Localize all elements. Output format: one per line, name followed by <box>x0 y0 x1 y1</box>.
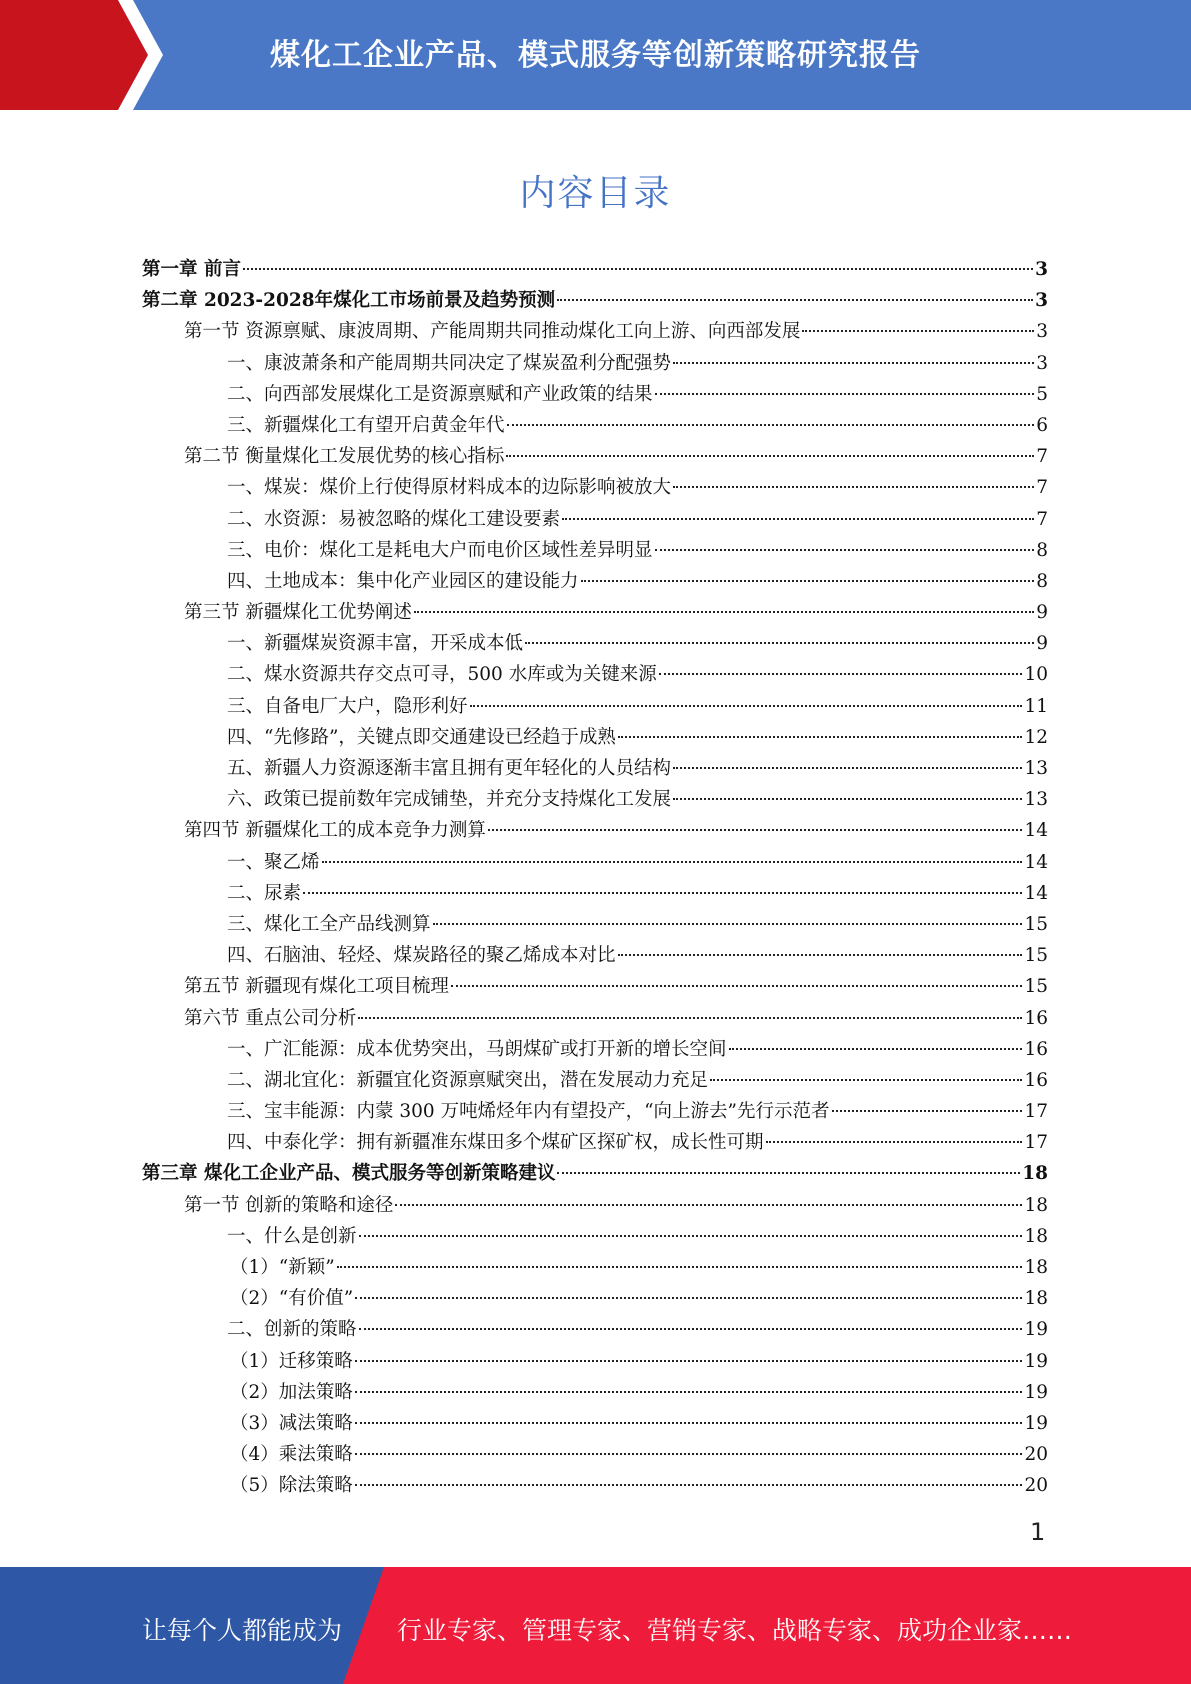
toc-entry-page: 18 <box>1024 1225 1048 1247</box>
toc-entry-title: 四、中泰化学：拥有新疆准东煤田多个煤矿区探矿权，成长性可期 <box>227 1132 764 1154</box>
table-of-contents <box>142 254 1048 1502</box>
toc-dot-leader <box>451 985 1023 987</box>
toc-entry[interactable] <box>142 722 1048 753</box>
toc-entry[interactable] <box>142 254 1048 285</box>
toc-entry-page: 14 <box>1024 851 1048 873</box>
toc-dot-leader <box>618 736 1023 738</box>
toc-dot-leader <box>618 954 1023 956</box>
toc-entry-page: 9 <box>1036 633 1048 655</box>
toc-dot-leader <box>729 1048 1023 1050</box>
toc-dot-leader <box>557 299 1033 301</box>
toc-dot-leader <box>802 330 1034 332</box>
toc-entry[interactable] <box>142 753 1048 784</box>
toc-entry-page: 13 <box>1024 789 1048 811</box>
toc-entry-title: 五、新疆人力资源逐渐丰富且拥有更年轻化的人员结构 <box>227 758 672 779</box>
toc-entry-page: 9 <box>1036 602 1048 624</box>
toc-entry-page: 13 <box>1024 758 1048 779</box>
toc-entry-title: （1）迁移策略 <box>230 1350 353 1372</box>
toc-entry[interactable] <box>142 971 1048 1002</box>
toc-dot-leader <box>673 486 1034 488</box>
toc-dot-leader <box>506 455 1034 457</box>
toc-entry-page: 15 <box>1024 913 1048 935</box>
toc-entry[interactable] <box>142 472 1048 503</box>
toc-entry-page: 3 <box>1036 352 1048 374</box>
toc-dot-leader <box>337 1266 1023 1268</box>
page-footer <box>0 1567 1191 1684</box>
toc-entry-title: 第一节 资源禀赋、康波周期、产能周期共同推动煤化工向上游、向西部发展 <box>184 321 801 343</box>
toc-entry-page: 19 <box>1024 1350 1048 1372</box>
toc-entry[interactable] <box>142 348 1048 379</box>
toc-dot-leader <box>303 892 1022 894</box>
toc-entry-page: 17 <box>1024 1132 1048 1154</box>
toc-entry-page: 7 <box>1036 477 1048 499</box>
toc-entry[interactable] <box>142 784 1048 815</box>
toc-entry-page: 12 <box>1024 726 1048 748</box>
toc-entry-page: 7 <box>1036 508 1048 530</box>
toc-entry-page: 19 <box>1024 1319 1048 1341</box>
toc-entry-title: 第四节 新疆煤化工的成本竞争力测算 <box>184 820 486 842</box>
toc-entry-page: 3 <box>1035 290 1048 312</box>
toc-entry-title: （2）“有价值” <box>230 1288 354 1310</box>
toc-entry[interactable] <box>142 410 1048 441</box>
footer-slogan-right: 行业专家、管理专家、营销专家、战略专家、成功企业家…… <box>397 1616 1073 1645</box>
toc-dot-leader <box>322 861 1023 863</box>
toc-entry[interactable] <box>142 628 1048 659</box>
toc-dot-leader <box>359 1235 1023 1237</box>
toc-dot-leader <box>470 705 1023 707</box>
toc-dot-leader <box>557 1172 1020 1174</box>
toc-entry[interactable] <box>142 1096 1048 1127</box>
toc-dot-leader <box>355 1391 1023 1393</box>
toc-entry-page: 5 <box>1036 383 1048 405</box>
toc-entry-title: （4）乘法策略 <box>230 1444 353 1466</box>
toc-entry[interactable] <box>142 940 1048 971</box>
toc-entry[interactable] <box>142 878 1048 909</box>
toc-entry-page: 15 <box>1024 976 1048 998</box>
toc-entry[interactable] <box>142 659 1048 690</box>
toc-entry-page: 16 <box>1024 1038 1048 1060</box>
toc-entry[interactable] <box>142 1283 1048 1314</box>
toc-entry-title: 一、康波萧条和产能周期共同决定了煤炭盈利分配强势 <box>227 352 672 374</box>
toc-entry[interactable] <box>142 1439 1048 1470</box>
toc-entry[interactable] <box>142 379 1048 410</box>
toc-dot-leader <box>673 362 1034 364</box>
toc-entry[interactable] <box>142 1470 1048 1501</box>
footer-slogan-left: 让每个人都能成为 <box>142 1616 343 1645</box>
toc-dot-leader <box>659 673 1023 675</box>
toc-entry-title: （3）减法策略 <box>230 1412 353 1434</box>
page-number: 1 <box>1030 1518 1046 1546</box>
toc-dot-leader <box>433 923 1023 925</box>
toc-entry[interactable] <box>142 1314 1048 1345</box>
toc-entry-title: （1）“新颖” <box>230 1257 335 1278</box>
toc-entry-title: 一、广汇能源：成本优势突出，马朗煤矿或打开新的增长空间 <box>227 1038 727 1060</box>
toc-entry-title: 六、政策已提前数年完成铺垫，并充分支持煤化工发展 <box>227 789 672 811</box>
toc-entry-title: 二、湖北宜化：新疆宜化资源禀赋突出，潜在发展动力充足 <box>227 1069 709 1091</box>
toc-entry-title: 二、向西部发展煤化工是资源禀赋和产业政策的结果 <box>227 383 653 405</box>
toc-entry-page: 14 <box>1024 882 1048 904</box>
toc-entry[interactable] <box>142 1377 1048 1408</box>
toc-entry-title: （2）加法策略 <box>230 1381 353 1403</box>
toc-entry-title: 三、新疆煤化工有望开启黄金年代 <box>227 414 505 436</box>
toc-entry-page: 18 <box>1024 1194 1048 1216</box>
toc-entry-title: 四、石脑油、轻烃、煤炭路径的聚乙烯成本对比 <box>227 945 616 967</box>
toc-dot-leader <box>766 1141 1023 1143</box>
toc-dot-leader <box>710 1079 1022 1081</box>
toc-entry-title: 四、土地成本：集中化产业园区的建设能力 <box>227 570 579 592</box>
toc-entry-title: 第五节 新疆现有煤化工项目梳理 <box>184 976 449 998</box>
toc-entry[interactable] <box>142 847 1048 878</box>
toc-dot-leader <box>414 611 1034 613</box>
toc-entry-page: 6 <box>1036 414 1048 436</box>
toc-dot-leader <box>525 642 1034 644</box>
toc-entry[interactable] <box>142 1034 1048 1065</box>
toc-entry-title: 二、水资源：易被忽略的煤化工建设要素 <box>227 508 561 530</box>
toc-entry-title: 三、自备电厂大户，隐形利好 <box>227 695 468 717</box>
toc-entry[interactable] <box>142 1346 1048 1377</box>
toc-dot-leader <box>832 1110 1023 1112</box>
toc-entry-page: 18 <box>1022 1163 1048 1185</box>
toc-dot-leader <box>581 580 1035 582</box>
toc-entry-title: 第一节 创新的策略和途径 <box>184 1194 394 1216</box>
toc-entry-title: 二、创新的策略 <box>227 1319 357 1341</box>
toc-entry[interactable] <box>142 597 1048 628</box>
toc-entry[interactable] <box>142 441 1048 472</box>
toc-entry-page: 8 <box>1036 539 1048 561</box>
toc-entry-page: 3 <box>1036 321 1048 343</box>
toc-dot-leader <box>243 268 1033 270</box>
toc-entry-page: 20 <box>1024 1444 1048 1466</box>
toc-dot-leader <box>355 1453 1023 1455</box>
toc-entry[interactable] <box>142 691 1048 722</box>
toc-entry[interactable] <box>142 909 1048 940</box>
toc-entry-title: 四、“先修路”，关键点即交通建设已经趋于成熟 <box>227 726 616 748</box>
toc-entry[interactable] <box>142 1408 1048 1439</box>
toc-entry-page: 7 <box>1036 446 1048 468</box>
toc-entry-title: 三、宝丰能源：内蒙 300 万吨烯烃年内有望投产，“向上游去”先行示范者 <box>227 1101 830 1123</box>
toc-entry-page: 14 <box>1024 820 1048 842</box>
toc-entry[interactable] <box>142 504 1048 535</box>
toc-dot-leader <box>355 1422 1023 1424</box>
toc-dot-leader <box>355 1484 1023 1486</box>
toc-entry-title: 一、什么是创新 <box>227 1225 357 1247</box>
toc-entry[interactable] <box>142 1190 1048 1221</box>
toc-dot-leader <box>655 393 1035 395</box>
page-header <box>0 0 1191 110</box>
toc-entry[interactable] <box>142 1003 1048 1034</box>
toc-entry-title: 二、尿素 <box>227 882 302 904</box>
toc-entry-title: 一、煤炭：煤价上行使得原材料成本的边际影响被放大 <box>227 477 672 499</box>
toc-entry-page: 18 <box>1024 1257 1048 1278</box>
toc-dot-leader <box>673 767 1022 769</box>
toc-entry-title: 第二节 衡量煤化工发展优势的核心指标 <box>184 446 505 468</box>
toc-entry-page: 8 <box>1036 570 1048 592</box>
toc-entry[interactable] <box>142 1252 1048 1283</box>
toc-entry-page: 16 <box>1024 1069 1048 1091</box>
toc-dot-leader <box>562 518 1034 520</box>
toc-entry-title: 三、电价：煤化工是耗电大户而电价区域性差异明显 <box>227 539 653 561</box>
toc-entry-title: 一、聚乙烯 <box>227 851 320 873</box>
toc-entry-page: 17 <box>1024 1101 1048 1123</box>
toc-heading: 内容目录 <box>519 173 672 214</box>
toc-entry-page: 3 <box>1035 259 1048 280</box>
toc-entry-page: 11 <box>1024 695 1048 717</box>
toc-dot-leader <box>488 829 1023 831</box>
toc-entry-title: 第六节 重点公司分析 <box>184 1007 357 1029</box>
toc-entry[interactable] <box>142 1221 1048 1252</box>
toc-entry-title: 三、煤化工全产品线测算 <box>227 913 431 935</box>
toc-dot-leader <box>655 549 1035 551</box>
toc-dot-leader <box>355 1360 1023 1362</box>
toc-entry-title: 第三节 新疆煤化工优势阐述 <box>184 602 412 624</box>
toc-dot-leader <box>358 1017 1022 1019</box>
toc-entry-title: 一、新疆煤炭资源丰富，开采成本低 <box>227 633 524 655</box>
toc-entry-page: 19 <box>1024 1381 1048 1403</box>
toc-entry-title: 第二章 2023-2028年煤化工市场前景及趋势预测 <box>142 290 556 312</box>
toc-entry[interactable] <box>142 1158 1048 1189</box>
toc-entry-page: 19 <box>1024 1412 1048 1434</box>
toc-entry[interactable] <box>142 815 1048 846</box>
toc-dot-leader <box>507 424 1035 426</box>
toc-entry[interactable] <box>142 1127 1048 1158</box>
toc-entry[interactable] <box>142 535 1048 566</box>
toc-dot-leader <box>673 798 1022 800</box>
toc-entry-page: 10 <box>1024 664 1048 686</box>
toc-entry[interactable] <box>142 316 1048 347</box>
report-title: 煤化工企业产品、模式服务等创新策略研究报告 <box>270 38 921 73</box>
toc-dot-leader <box>395 1204 1022 1206</box>
toc-entry-title: 第一章 前言 <box>142 259 241 280</box>
toc-entry-page: 18 <box>1024 1288 1048 1310</box>
toc-entry-page: 20 <box>1024 1475 1048 1497</box>
toc-entry[interactable] <box>142 285 1048 316</box>
toc-entry-title: 第三章 煤化工企业产品、模式服务等创新策略建议 <box>142 1163 556 1185</box>
toc-entry-page: 15 <box>1024 945 1048 967</box>
toc-entry-title: 二、煤水资源共存交点可寻，500 水库或为关键来源 <box>227 664 657 686</box>
toc-entry-title: （5）除法策略 <box>230 1475 353 1497</box>
toc-entry-page: 16 <box>1024 1007 1048 1029</box>
header-red-arrow-shape <box>0 0 148 110</box>
toc-entry[interactable] <box>142 566 1048 597</box>
toc-entry[interactable] <box>142 1065 1048 1096</box>
toc-dot-leader <box>355 1297 1022 1299</box>
toc-dot-leader <box>359 1328 1023 1330</box>
